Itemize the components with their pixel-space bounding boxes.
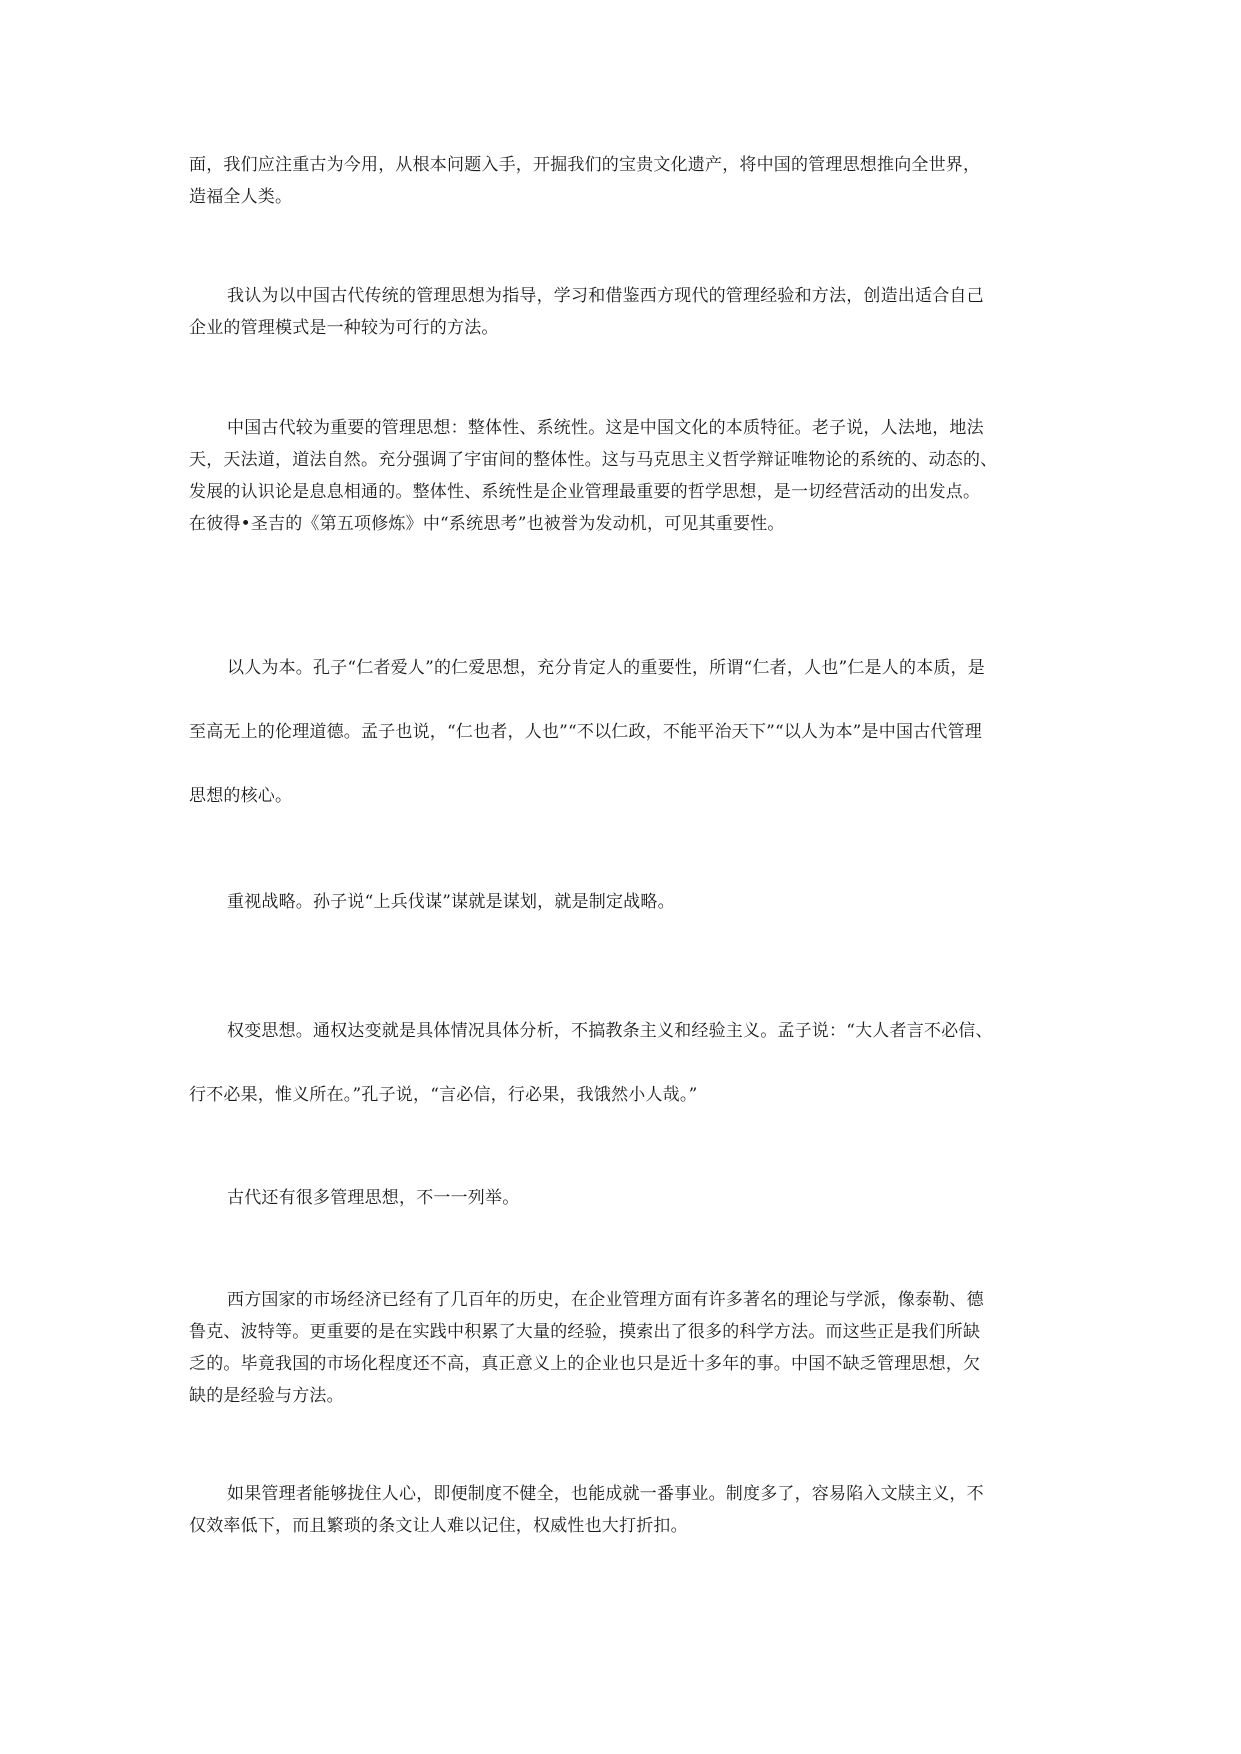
text-line: 至高无上的伦理道德。孟子也说，“仁也者，人也”“不以仁政，不能平治天下”“以人为本”是中国古代管理 xyxy=(189,722,982,742)
text-line: 如果管理者能够拢住人心，即便制度不健全，也能成就一番事业。制度多了，容易陷入文牍主义，不 xyxy=(227,1484,984,1504)
text-line: 以人为本。孔子“仁者爱人”的仁爱思想，充分肯定人的重要性，所谓“仁者，人也”仁是人的本质，是 xyxy=(227,658,985,678)
text-line: 重视战略。孙子说“上兵伐谋”谋就是谋划，就是制定战略。 xyxy=(227,892,675,912)
text-line: 行不必果，惟义所在。”孔子说，“言必信，行必果，我饿然小人哉。” xyxy=(189,1085,698,1105)
text-line: 仅效率低下，而且繁琐的条文让人难以记住，权威性也大打折扣。 xyxy=(189,1516,688,1536)
text-line: 鲁克、波特等。更重要的是在实践中积累了大量的经验，摸索出了很多的科学方法。而这些正是我们所缺 xyxy=(189,1322,981,1342)
paragraph-flexibility xyxy=(189,1015,1059,1111)
paragraph-holism xyxy=(189,412,1059,540)
text-line: 思想的核心。 xyxy=(189,786,293,806)
text-line: 西方国家的市场经济已经有了几百年的历史，在企业管理方面有许多著名的理论与学派，像泰勒、德 xyxy=(227,1290,984,1310)
text-line: 权变思想。通权达变就是具体情况具体分析，不搞教条主义和经验主义。孟子说：“大人者言不必信、 xyxy=(227,1021,993,1041)
paragraph-strategy xyxy=(189,886,1059,918)
text-line: 发展的认识论是息息相通的。整体性、系统性是企业管理最重要的哲学思想，是一切经营活动的出发点。 xyxy=(189,482,981,502)
paragraph-continuation xyxy=(189,149,1059,213)
text-line: 乏的。毕竟我国的市场化程度还不高，真正意义上的企业也只是近十多年的事。中国不缺乏管理思想，欠 xyxy=(189,1354,981,1374)
text-line: 面，我们应注重古为今用，从根本问题入手，开掘我们的宝贵文化遗产，将中国的管理思想推向全世界， xyxy=(189,155,981,175)
paragraph-thesis xyxy=(189,280,1059,344)
paragraph-management-heart xyxy=(189,1478,1059,1542)
paragraph-other-ideas xyxy=(189,1182,1059,1214)
text-line: 在彼得•圣吉的《第五项修炼》中“系统思考”也被誉为发动机，可见其重要性。 xyxy=(189,514,785,534)
paragraph-western xyxy=(189,1284,1059,1412)
paragraph-people-oriented xyxy=(189,652,1059,812)
text-line: 古代还有很多管理思想，不一一列举。 xyxy=(227,1188,520,1208)
text-line: 天，天法道，道法自然。充分强调了宇宙间的整体性。这与马克思主义哲学辩证唯物论的系统的、动态的、 xyxy=(189,450,998,470)
text-line: 我认为以中国古代传统的管理思想为指导，学习和借鉴西方现代的管理经验和方法，创造出适合自己 xyxy=(227,286,984,306)
text-line: 中国古代较为重要的管理思想：整体性、系统性。这是中国文化的本质特征。老子说，人法地，地法 xyxy=(227,418,984,438)
text-line: 缺的是经验与方法。 xyxy=(189,1386,344,1406)
text-line: 造福全人类。 xyxy=(189,187,293,207)
text-line: 企业的管理模式是一种较为可行的方法。 xyxy=(189,318,499,338)
